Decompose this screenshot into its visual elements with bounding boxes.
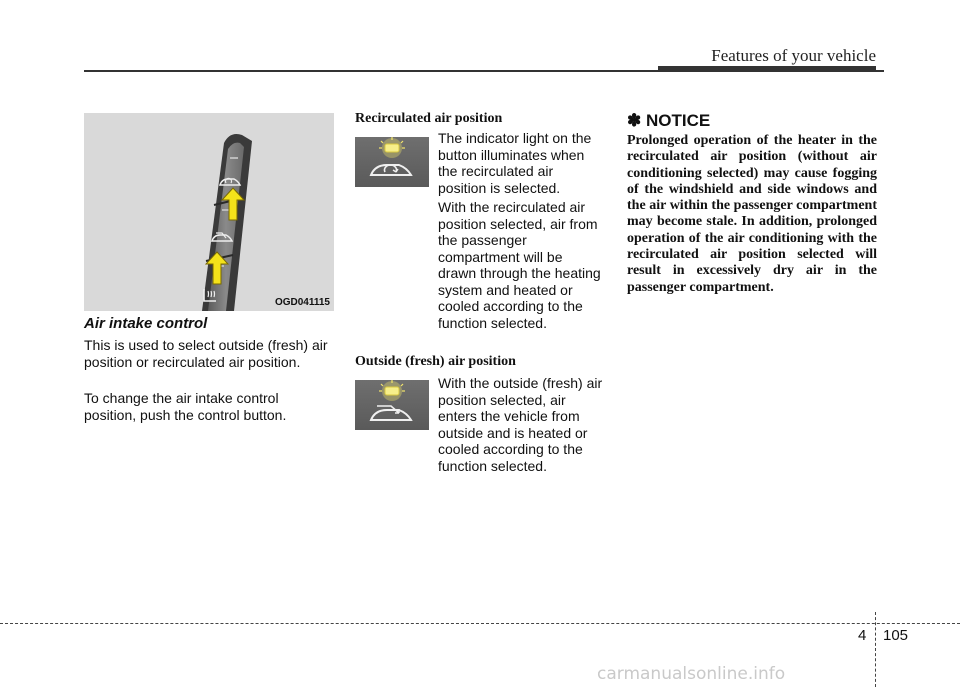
outside-air-indicator-image	[355, 380, 429, 430]
figure-code: OGD041115	[274, 297, 330, 308]
notice-body: Prolonged operation of the heater in the recirculated air position (without air conditioning selected) may cause fogging of the windshield and side windows and the air within the passenger compartment may become stale. In addition, prolonged operation of the air conditioning with the recirculated air position selected will result in excessively dry air in the passenger compartment.	[627, 133, 877, 295]
outside-air-paragraph: With the outside (fresh) air position selected, air enters the vehicle from outside and is heated or cooled according to the function selected.	[438, 375, 603, 474]
page-header-title: Features of your vehicle	[711, 46, 876, 65]
recirculated-indicator-image	[355, 137, 429, 187]
indicator-light-icon	[379, 380, 405, 401]
recirculated-paragraph-1: The indicator light on the button illuminates when the recirculated air position is selected.	[438, 130, 592, 196]
notice-title: ✽ NOTICE	[627, 111, 711, 130]
indicator-light-icon	[379, 137, 405, 158]
watermark: carmanualsonline.info	[597, 664, 786, 684]
intake-paragraph-1: This is used to select outside (fresh) air position or recirculated air position.	[84, 337, 328, 370]
intake-paragraph-2: To change the air intake control position, push the control button.	[84, 390, 287, 423]
outside-air-icon	[210, 231, 234, 245]
chapter-number: 4	[858, 627, 867, 644]
heated-seat-icon	[200, 285, 220, 305]
outside-air-heading: Outside (fresh) air position	[355, 354, 516, 369]
up-arrow-icon	[221, 187, 245, 221]
recirculated-heading: Recirculated air position	[355, 111, 503, 126]
up-arrow-icon	[205, 251, 229, 285]
air-intake-control-illustration	[84, 113, 334, 311]
page-number: 105	[883, 627, 909, 644]
footer-rule	[0, 623, 960, 624]
recirculated-paragraph-2: With the recirculated air position selected, air from the passenger compartment will be drawn through the heating system and heated or cooled according to the function selected.	[438, 199, 601, 331]
footer-divider	[875, 612, 876, 687]
section-heading: Air intake control	[84, 315, 208, 332]
header-rule-accent	[658, 66, 876, 71]
